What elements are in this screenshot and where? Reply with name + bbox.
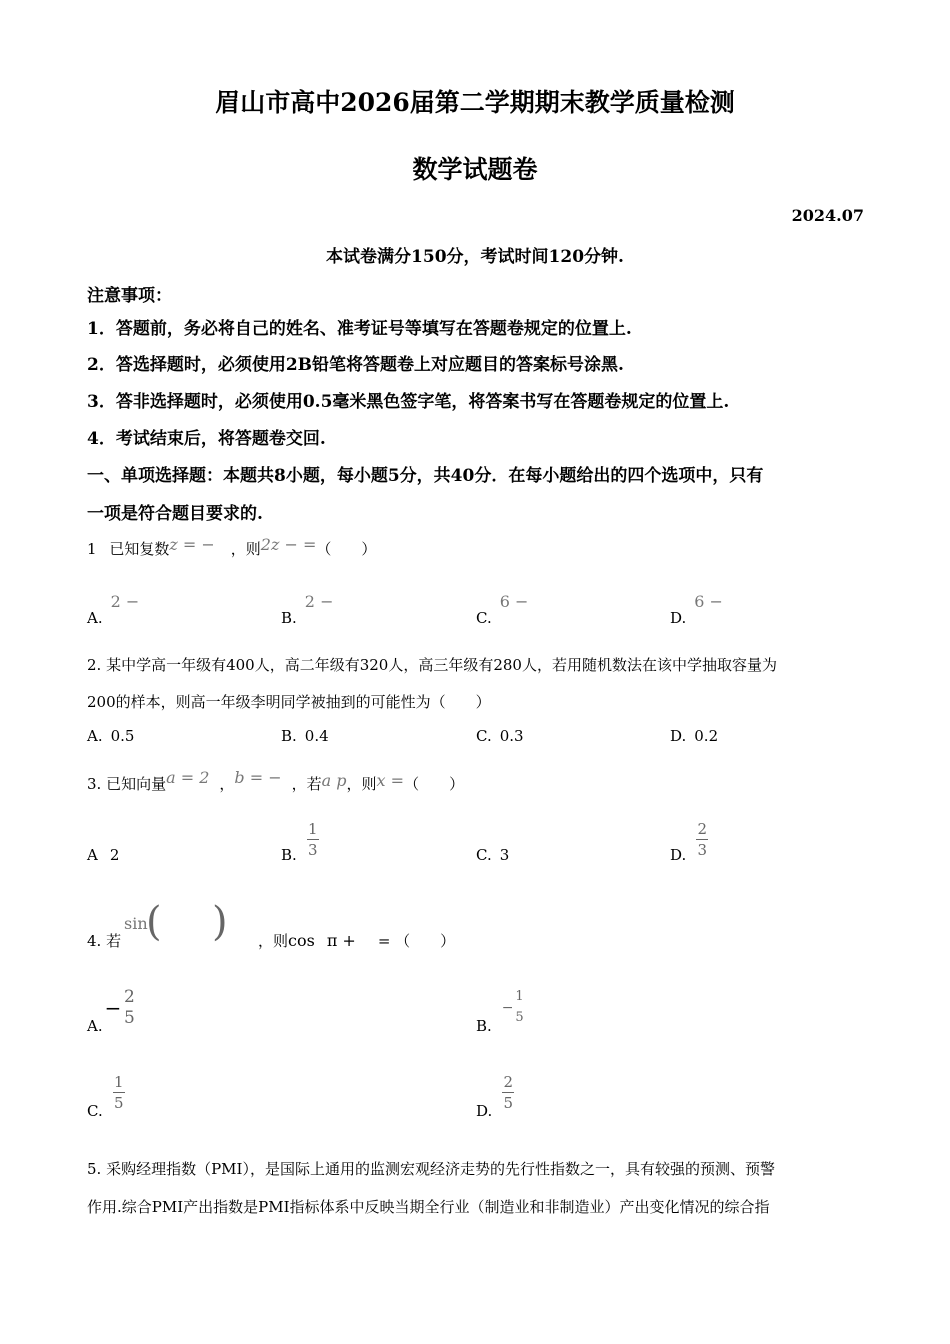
math-expression: b = −: [234, 768, 282, 787]
question-text: ，则: [230, 540, 261, 558]
option-a: A. − $\frac{2}{5}$: [87, 987, 135, 1035]
exam-intro: 本试卷满分150分，考试时间120分钟.: [326, 247, 624, 267]
question-1: [87, 535, 377, 559]
fraction: $\frac{2}{5}$: [503, 1073, 514, 1112]
exam-subtitle: 数学试题卷: [412, 155, 538, 184]
question-5: 5. 采购经理指数（PMI），是国际上通用的监测宏观经济走势的先行性指数之一，具有较强的预测、预警: [87, 1160, 775, 1178]
answer-blank: = （ ）: [377, 932, 456, 950]
math-expression: 6 −: [499, 592, 529, 611]
math-expression: 2 −: [110, 592, 140, 611]
fraction: $\frac{2}{3}$: [697, 820, 708, 859]
notice-heading: 注意事项：: [87, 286, 172, 306]
question-4-prefix: 4. 若: [87, 932, 122, 950]
math-expression: 2z − =: [260, 535, 317, 554]
option-a: A. 0.5: [87, 727, 135, 745]
section-heading: 一、单项选择题：本题共8小题，每小题5分，共40分．在每小题给出的四个选项中，只有: [87, 466, 764, 486]
option-b: B.2 −: [281, 592, 334, 627]
right-paren: ): [212, 899, 228, 945]
math-expression: a = 2: [166, 768, 210, 787]
notice-item: 4．考试结束后，将答题卷交回.: [87, 429, 326, 449]
option-a: A.2 −: [87, 592, 140, 627]
fraction: $\frac{1}{5}$: [113, 1073, 124, 1112]
option-b: B. 0.4: [281, 727, 329, 745]
exam-title: 眉山市高中2026届第二学期期末教学质量检测: [215, 88, 735, 117]
answer-blank: （ ）: [404, 775, 465, 793]
notice-item: 1．答题前，务必将自己的姓名、准考证号等填写在答题卷规定的位置上.: [87, 319, 632, 339]
fraction: $\frac{1}{3}$: [308, 820, 318, 859]
question-2-cont: 200的样本，则高一年级李明同学被抽到的可能性为（ ）: [87, 693, 491, 711]
math-sin: sin: [124, 914, 148, 933]
question-5-cont: 作用.综合PMI产出指数是PMI指标体系中反映当期全行业（制造业和非制造业）产出变化情况的综合指: [87, 1198, 770, 1216]
math-expression: z = −: [169, 535, 215, 554]
notice-item: 3．答非选择题时，必须使用0.5毫米黑色签字笔，将答案书写在答题卷规定的位置上.: [87, 392, 730, 412]
option-d: D. 0.2: [670, 727, 719, 745]
question-text: 3. 已知向量: [87, 775, 167, 793]
section-heading-cont: 一项是符合题目要求的.: [87, 504, 263, 524]
option-c: C. $\frac{1}{5}$: [87, 1073, 124, 1120]
math-expression: π +: [326, 931, 356, 950]
fraction: $\frac{1}{5}$: [515, 989, 524, 1025]
fraction: $\frac{2}{5}$: [123, 987, 135, 1028]
option-c: C. 3: [476, 846, 510, 864]
option-b: B. $\frac{1}{3}$: [281, 820, 318, 864]
question-4-text: ，则cos π + = （ ）: [258, 931, 456, 950]
left-paren: (: [146, 899, 162, 945]
math-expression: x =: [376, 771, 405, 790]
math-cos: cos: [288, 931, 315, 950]
option-c: C.6 −: [476, 592, 529, 627]
answer-blank: （ ）: [316, 540, 377, 558]
option-b: B. − $\frac{1}{5}$: [476, 989, 524, 1035]
math-expression: 2 −: [304, 592, 334, 611]
option-c: C. 0.3: [476, 727, 524, 745]
question-number: 1: [87, 540, 97, 558]
question-3: 3. 已知向量a = 2 ，b = − ，若a p，则x =（ ）: [87, 768, 465, 793]
question-text: 已知复数: [109, 540, 170, 558]
option-d: D. $\frac{2}{3}$: [670, 820, 708, 864]
notice-item: 2．答选择题时，必须使用2B铅笔将答题卷上对应题目的答案标号涂黑.: [87, 355, 624, 375]
math-expression: a p: [321, 771, 347, 790]
exam-date: 2024.07: [791, 206, 864, 225]
option-d: D. $\frac{2}{5}$: [476, 1073, 514, 1120]
math-expression: 6 −: [694, 592, 723, 611]
question-2: 2. 某中学高一年级有400人，高二年级有320人，高三年级有280人，若用随机数法在该中学抽取容量为: [87, 656, 777, 674]
option-a: A 2: [87, 846, 120, 864]
option-d: D.6 −: [670, 592, 723, 627]
